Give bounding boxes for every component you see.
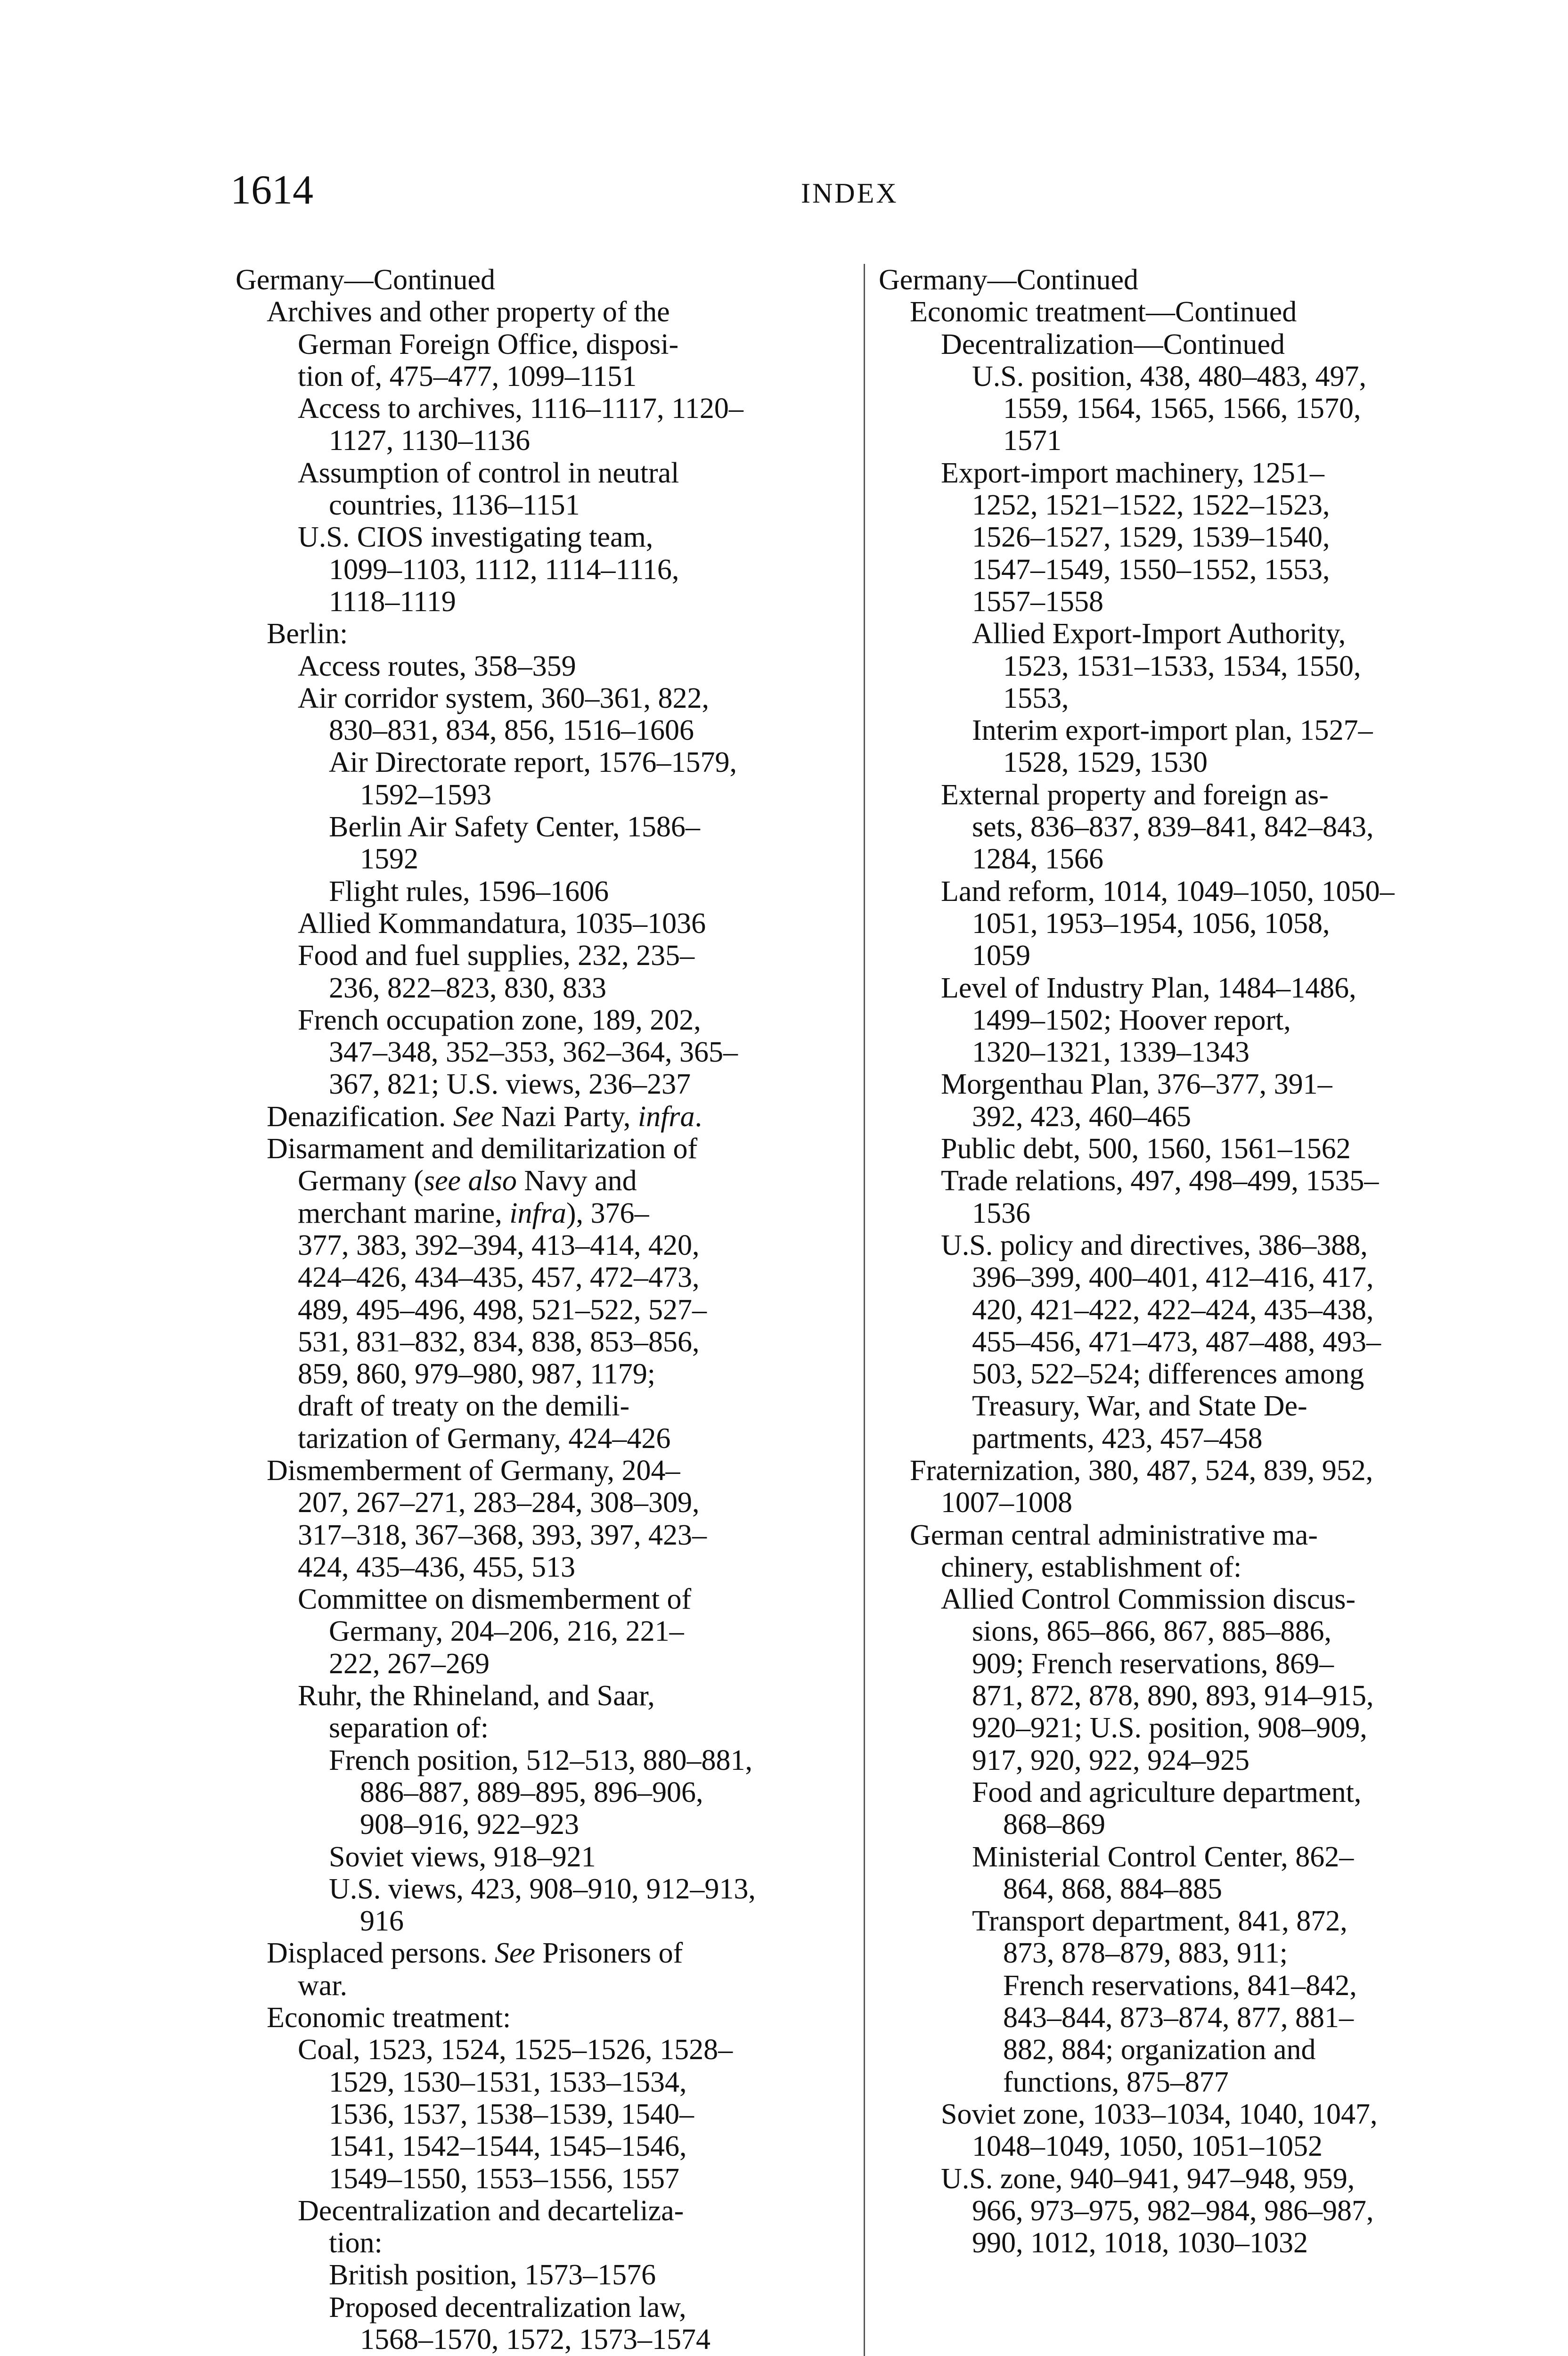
index-entry-continuation: 347–348, 352–353, 362–364, 365–: [329, 1036, 738, 1069]
index-entry-line: U.S. CIOS investigating team,: [298, 521, 653, 554]
index-entry-continuation: 916: [360, 1905, 404, 1938]
index-entry-line: French occupation zone, 189, 202,: [298, 1004, 701, 1036]
index-entry-continuation: 1549–1550, 1553–1556, 1557: [329, 2162, 679, 2195]
index-entry-line: Land reform, 1014, 1049–1050, 1050–: [941, 875, 1395, 908]
index-entry-line: Level of Industry Plan, 1484–1486,: [941, 972, 1356, 1004]
index-entry: [972, 360, 1505, 457]
index-entry-continuation: 1499–1502; Hoover report,: [972, 1004, 1291, 1036]
index-entry-line: Access routes, 358–359: [298, 650, 576, 682]
index-entry-line: U.S. zone, 940–941, 947–948, 959,: [941, 2162, 1355, 2195]
index-entry-continuation: tion of, 475–477, 1099–1151: [298, 360, 637, 393]
index-entry-continuation: French reservations, 841–842,: [1003, 1969, 1357, 2002]
index-entry-line: U.S. position, 438, 480–483, 497,: [972, 360, 1367, 393]
index-entry-continuation: 1526–1527, 1529, 1539–1540,: [972, 521, 1330, 554]
index-entry-line: British position, 1573–1576: [329, 2259, 656, 2291]
index-entry: [236, 264, 853, 296]
index-entry: [329, 1744, 853, 1841]
index-entry-line: External property and foreign as-: [941, 778, 1329, 811]
index-entry-continuation: 966, 973–975, 982–984, 986–987,: [972, 2194, 1374, 2227]
index-entry-continuation: 1284, 1566: [972, 843, 1103, 875]
index-entry-continuation: 882, 884; organization and: [1003, 2034, 1316, 2066]
index-entry-line: Assumption of control in neutral: [298, 457, 679, 489]
index-entry: [267, 618, 853, 650]
index-entry-line: Transport department, 841, 872,: [972, 1905, 1348, 1938]
index-entry: [879, 264, 1505, 296]
index-entry-line: Interim export-import plan, 1527–: [972, 714, 1373, 747]
index-entry-line: Archives and other property of the: [267, 296, 670, 328]
index-entry-continuation: 531, 831–832, 834, 838, 853–856,: [298, 1325, 700, 1358]
index-entry: [910, 1519, 1505, 1584]
index-entry: [298, 908, 853, 940]
index-entry-line: Proposed decentralization law,: [329, 2291, 686, 2323]
index-entry-continuation: 843–844, 873–874, 877, 881–: [1003, 2002, 1354, 2034]
index-entry: [267, 1455, 853, 1583]
index-entry-continuation: 367, 821; U.S. views, 236–237: [329, 1068, 691, 1101]
index-entry: [267, 2002, 853, 2034]
index-entry-continuation: 1320–1321, 1339–1343: [972, 1036, 1250, 1069]
index-entry-line: Allied Export-Import Authority,: [972, 618, 1346, 650]
index-entry: [941, 972, 1505, 1069]
index-entry: [329, 1841, 853, 1873]
index-entry-line: Allied Kommandatura, 1035–1036: [298, 907, 706, 940]
index-entry-continuation: 377, 383, 392–394, 413–414, 420,: [298, 1229, 700, 1261]
index-entry-continuation: 864, 868, 884–885: [1003, 1873, 1222, 1905]
index-entry-line: Ministerial Control Center, 862–: [972, 1841, 1354, 1873]
index-entry-continuation: partments, 423, 457–458: [972, 1422, 1263, 1455]
index-entry: [298, 940, 853, 1004]
index-entry: [298, 393, 853, 457]
index-entry-continuation: 207, 267–271, 283–284, 308–309,: [298, 1487, 700, 1519]
index-entry-continuation: 1536, 1537, 1538–1539, 1540–: [329, 2098, 694, 2130]
page-number: 1614: [230, 167, 313, 213]
index-entry-continuation: 1051, 1953–1954, 1056, 1058,: [972, 907, 1330, 940]
index-entry: [298, 457, 853, 522]
index-entry-line: French position, 512–513, 880–881,: [329, 1744, 752, 1776]
index-entry-continuation: 1059: [972, 940, 1030, 972]
index-entry-line: Decentralization—Continued: [941, 328, 1285, 360]
index-entry: [329, 2291, 853, 2356]
index-entry-continuation: merchant marine, infra), 376–: [298, 1197, 649, 1229]
index-entry: [298, 2195, 853, 2259]
index-entry: [941, 2163, 1505, 2259]
index-entry: [941, 457, 1505, 618]
index-entry: [972, 1905, 1505, 2098]
index-entry: [267, 1101, 853, 1133]
index-entry-continuation: 1553,: [1003, 682, 1069, 714]
index-entry-continuation: Treasury, War, and State De-: [972, 1390, 1307, 1423]
index-entry-line: Decentralization and decarteliza-: [298, 2194, 684, 2227]
index-entry: [329, 811, 853, 875]
index-entry-continuation: 1529, 1530–1531, 1533–1534,: [329, 2066, 687, 2098]
index-entry-line: Denazification. See Nazi Party, infra.: [267, 1100, 702, 1133]
index-entry-line: Trade relations, 497, 498–499, 1535–: [941, 1165, 1379, 1197]
index-entry-line: Berlin:: [267, 618, 348, 650]
running-header: INDEX: [801, 178, 898, 209]
index-entry-continuation: tion:: [329, 2227, 383, 2259]
index-entry-line: Flight rules, 1596–1606: [329, 875, 609, 908]
index-entry-continuation: 1099–1103, 1112, 1114–1116,: [329, 553, 679, 586]
index-entry-continuation: 1571: [1003, 425, 1062, 457]
index-entry-line: Air corridor system, 360–361, 822,: [298, 682, 710, 714]
index-entry: [972, 1841, 1505, 1906]
index-entry-continuation: countries, 1136–1151: [329, 489, 580, 522]
index-entry-continuation: 917, 920, 922, 924–925: [972, 1744, 1250, 1776]
index-entry: [298, 1583, 853, 1680]
index-entry: [267, 1937, 853, 2002]
index-entry-continuation: 455–456, 471–473, 487–488, 493–: [972, 1325, 1381, 1358]
index-entry-continuation: 1592: [360, 843, 418, 875]
index-entry-line: Food and fuel supplies, 232, 235–: [298, 940, 695, 972]
index-entry-continuation: German Foreign Office, disposi-: [298, 328, 679, 360]
index-entry-continuation: 1541, 1542–1544, 1545–1546,: [329, 2130, 687, 2163]
index-entry-line: Soviet views, 918–921: [329, 1841, 596, 1873]
index-entry: [329, 1873, 853, 1938]
index-entry: [329, 875, 853, 908]
index-entry: [267, 296, 853, 393]
index-entry: [941, 1068, 1505, 1133]
index-entry-line: Economic treatment—Continued: [910, 296, 1297, 328]
index-entry-continuation: 222, 267–269: [329, 1647, 490, 1680]
index-entry-continuation: 990, 1012, 1018, 1030–1032: [972, 2227, 1308, 2259]
index-entry-line: Berlin Air Safety Center, 1586–: [329, 811, 700, 843]
index-entry-continuation: 1048–1049, 1050, 1051–1052: [972, 2130, 1323, 2163]
index-entry-continuation: 424–426, 434–435, 457, 472–473,: [298, 1261, 700, 1294]
index-entry-continuation: 859, 860, 979–980, 987, 1179;: [298, 1358, 655, 1391]
index-entry-line: Dismemberment of Germany, 204–: [267, 1454, 680, 1487]
index-entry-continuation: tarization of Germany, 424–426: [298, 1422, 671, 1455]
index-entry: [941, 328, 1505, 360]
index-entry-continuation: 1559, 1564, 1565, 1566, 1570,: [1003, 393, 1361, 425]
index-entry-continuation: separation of:: [329, 1712, 489, 1744]
index-entry-line: German central administrative ma-: [910, 1519, 1318, 1551]
index-entry: [941, 1133, 1505, 1165]
index-entry-continuation: 424, 435–436, 455, 513: [298, 1551, 575, 1583]
index-entry-continuation: 317–318, 367–368, 393, 397, 423–: [298, 1519, 707, 1551]
index-entry: [298, 1680, 853, 1744]
index-entry: [329, 2259, 853, 2291]
index-entry-line: Fraternization, 380, 487, 524, 839, 952,: [910, 1454, 1373, 1487]
index-entry-continuation: 1127, 1130–1136: [329, 425, 531, 457]
index-entry-continuation: 908–916, 922–923: [360, 1808, 579, 1841]
index-entry-line: Committee on dismemberment of: [298, 1583, 692, 1616]
index-entry-continuation: 1592–1593: [360, 778, 491, 811]
index-entry: [298, 2034, 853, 2194]
index-entry-continuation: 392, 423, 460–465: [972, 1100, 1191, 1133]
index-entry-continuation: 873, 878–879, 883, 911;: [1003, 1937, 1288, 1970]
index-entry-continuation: 1536: [972, 1197, 1030, 1229]
index-entry-continuation: 871, 872, 878, 890, 893, 914–915,: [972, 1680, 1374, 1712]
index-entry-continuation: 830–831, 834, 856, 1516–1606: [329, 714, 694, 747]
index-entry: [329, 746, 853, 811]
index-entry: [972, 714, 1505, 779]
index-entry: [267, 1133, 853, 1455]
index-entry-continuation: 1547–1549, 1550–1552, 1553,: [972, 553, 1330, 586]
index-entry: [298, 682, 853, 747]
index-entry-line: Morgenthau Plan, 376–377, 391–: [941, 1068, 1332, 1101]
index-entry-line: Access to archives, 1116–1117, 1120–: [298, 393, 743, 425]
index-entry-continuation: 1118–1119: [329, 585, 456, 618]
index-column-right: [879, 264, 1505, 2259]
index-entry-continuation: 1528, 1529, 1530: [1003, 746, 1208, 779]
index-entry-line: Ruhr, the Rhineland, and Saar,: [298, 1680, 655, 1712]
index-entry-line: Germany—Continued: [879, 264, 1139, 296]
index-entry-line: Air Directorate report, 1576–1579,: [329, 746, 737, 779]
index-entry: [972, 618, 1505, 714]
index-entry-continuation: chinery, establishment of:: [941, 1551, 1242, 1583]
index-entry-line: Public debt, 500, 1560, 1561–1562: [941, 1133, 1351, 1165]
index-entry-continuation: 886–887, 889–895, 896–906,: [360, 1776, 703, 1808]
index-column-left: [236, 264, 853, 2356]
index-entry-continuation: Germany, 204–206, 216, 221–: [329, 1615, 684, 1648]
index-entry-continuation: 1252, 1521–1522, 1522–1523,: [972, 489, 1330, 522]
index-entry-continuation: 489, 495–496, 498, 521–522, 527–: [298, 1293, 707, 1326]
index-entry-line: Soviet zone, 1033–1034, 1040, 1047,: [941, 2098, 1378, 2130]
index-entry-line: Germany—Continued: [236, 264, 496, 296]
index-entry: [941, 1229, 1505, 1455]
index-entry: [298, 650, 853, 682]
column-divider: [864, 264, 865, 2356]
index-entry-continuation: 1007–1008: [941, 1487, 1072, 1519]
index-entry-continuation: draft of treaty on the demili-: [298, 1390, 630, 1423]
index-entry-line: U.S. views, 423, 908–910, 912–913,: [329, 1873, 756, 1905]
index-entry-line: Displaced persons. See Prisoners of: [267, 1937, 683, 1970]
index-entry-continuation: 920–921; U.S. position, 908–909,: [972, 1712, 1367, 1744]
index-entry-continuation: 236, 822–823, 830, 833: [329, 972, 606, 1004]
index-entry: [941, 1583, 1505, 1776]
index-entry-continuation: 1523, 1531–1533, 1534, 1550,: [1003, 650, 1361, 682]
index-entry-continuation: 1557–1558: [972, 585, 1103, 618]
index-entry-continuation: sets, 836–837, 839–841, 842–843,: [972, 811, 1374, 843]
index-entry-continuation: sions, 865–866, 867, 885–886,: [972, 1615, 1331, 1648]
index-entry-line: Food and agriculture department,: [972, 1776, 1362, 1808]
index-entry-continuation: 1568–1570, 1572, 1573–1574: [360, 2323, 710, 2356]
index-entry: [941, 875, 1505, 972]
index-entry-continuation: 909; French reservations, 869–: [972, 1647, 1334, 1680]
index-entry: [910, 1455, 1505, 1519]
index-entry: [298, 521, 853, 618]
index-entry-continuation: 503, 522–524; differences among: [972, 1358, 1364, 1391]
index-entry: [941, 779, 1505, 875]
index-entry-line: U.S. policy and directives, 386–388,: [941, 1229, 1368, 1261]
index-entry-line: Allied Control Commission discus-: [941, 1583, 1356, 1616]
index-entry-continuation: 420, 421–422, 422–424, 435–438,: [972, 1293, 1374, 1326]
index-entry-continuation: Germany (see also Navy and: [298, 1165, 637, 1197]
index-entry-line: Export-import machinery, 1251–: [941, 457, 1324, 489]
index-entry-continuation: functions, 875–877: [1003, 2066, 1229, 2098]
index-entry: [910, 296, 1505, 328]
index-entry-continuation: 868–869: [1003, 1808, 1105, 1841]
index-entry-continuation: 396–399, 400–401, 412–416, 417,: [972, 1261, 1374, 1294]
index-entry-line: Disarmament and demilitarization of: [267, 1133, 698, 1165]
index-entry: [298, 1004, 853, 1101]
index-entry: [941, 2098, 1505, 2163]
index-entry-line: Economic treatment:: [267, 2002, 511, 2034]
index-entry-line: Coal, 1523, 1524, 1525–1526, 1528–: [298, 2034, 733, 2066]
index-entry: [941, 1165, 1505, 1229]
index-entry: [972, 1776, 1505, 1841]
index-entry-continuation: war.: [298, 1969, 348, 2002]
